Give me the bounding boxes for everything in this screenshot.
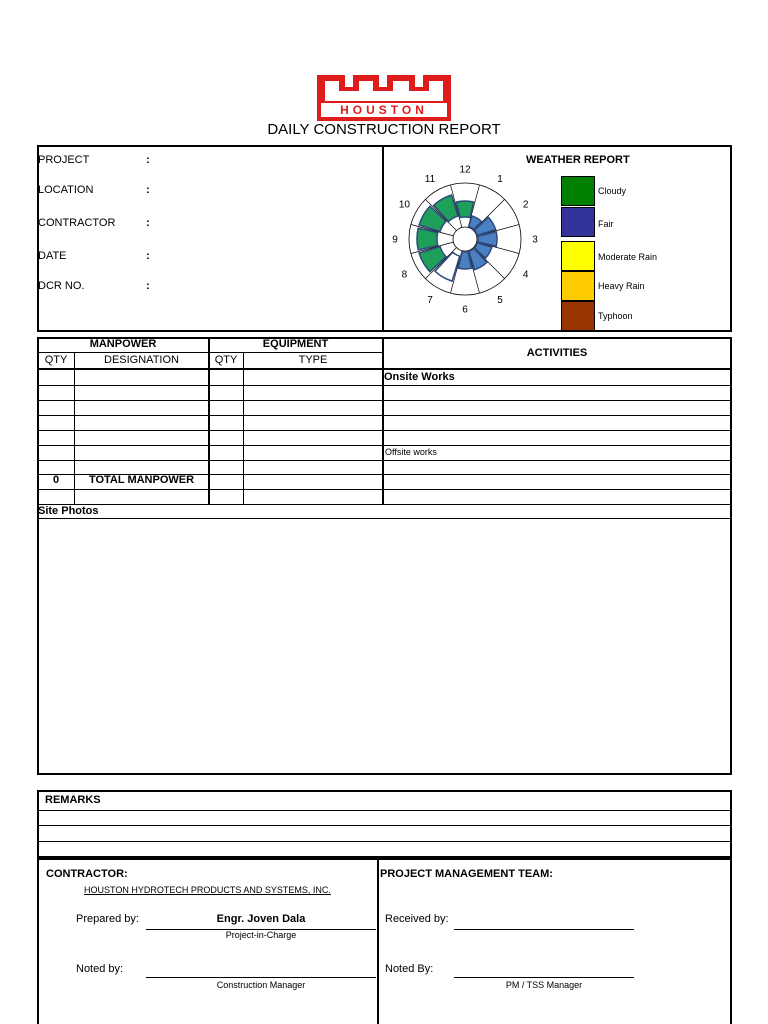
- report-title: DAILY CONSTRUCTION REPORT: [267, 121, 501, 138]
- location-label: LOCATION: [38, 184, 94, 196]
- clock-number: 9: [392, 234, 398, 246]
- remarks-line-2: [38, 825, 731, 826]
- onsite-works-label: Onsite Works: [384, 371, 455, 383]
- clock-number: 3: [532, 234, 538, 246]
- activity-row-line: [384, 400, 731, 401]
- clock-number: 10: [398, 199, 410, 211]
- equipment-title: EQUIPMENT: [262, 338, 329, 350]
- pmt-noted-by-signature-line: [454, 977, 634, 978]
- noted-by-signature-line: [146, 977, 376, 978]
- location-colon: :: [146, 184, 150, 196]
- equipment-col-type: TYPE: [298, 354, 328, 366]
- table-row-line: [38, 445, 383, 446]
- col-divider-equipment-activities: [382, 338, 384, 504]
- clock-number: 12: [459, 164, 471, 176]
- clock-number: 2: [522, 199, 529, 211]
- clock-number: 7: [427, 295, 433, 307]
- activity-row-line: [384, 430, 731, 431]
- legend-swatch-heavy-rain: [561, 271, 595, 301]
- clock-number: 5: [497, 295, 503, 307]
- project-label: PROJECT: [38, 154, 90, 166]
- offsite-works-label: Offsite works: [385, 447, 437, 457]
- manpower-col-designation: DESIGNATION: [104, 354, 179, 366]
- equipment-col-qty: QTY: [214, 354, 238, 366]
- total-manpower-qty: 0: [52, 474, 60, 486]
- pmt-noted-by-label: Noted By:: [385, 963, 434, 975]
- total-manpower-label: TOTAL MANPOWER: [88, 474, 195, 486]
- clock-number: 11: [424, 173, 436, 185]
- weather-title: WEATHER REPORT: [526, 154, 630, 166]
- legend-label-fair: Fair: [598, 219, 614, 229]
- legend-label-heavy-rain: Heavy Rain: [598, 281, 645, 291]
- legend-swatch-fair: [561, 207, 595, 237]
- activity-row-line: [384, 474, 731, 475]
- table-row-line: [38, 400, 383, 401]
- legend-label-moderate-rain: Moderate Rain: [598, 252, 658, 262]
- header-subline: [38, 352, 383, 353]
- col-divider-equipment-qty: [243, 352, 244, 504]
- clock-number: 8: [401, 269, 408, 281]
- table-row-line: [38, 430, 383, 431]
- manpower-col-qty: QTY: [44, 354, 68, 366]
- noted-by-title: Construction Manager: [216, 980, 306, 990]
- site-photos-top-line: [38, 504, 731, 505]
- site-photos-area: [39, 519, 730, 773]
- weather-clock-chart: [388, 156, 553, 316]
- contractor-label: CONTRACTOR: [38, 217, 116, 229]
- clock-segment-hour-12: [457, 201, 474, 218]
- clock-number: 6: [462, 304, 468, 316]
- table-row-line: [38, 385, 383, 386]
- prepared-by-label: Prepared by:: [76, 913, 139, 925]
- remarks-line-1: [38, 810, 731, 811]
- activity-row-line: [384, 415, 731, 416]
- legend-swatch-moderate-rain: [561, 241, 595, 271]
- clock-number: 4: [522, 269, 529, 281]
- prepared-by-name: Engr. Joven Dala: [216, 913, 306, 925]
- contractor-label: CONTRACTOR:: [46, 868, 128, 880]
- activities-title: ACTIVITIES: [526, 347, 588, 359]
- remarks-box: [37, 790, 732, 858]
- remarks-label: REMARKS: [45, 794, 101, 806]
- logo-text: HOUSTON: [340, 103, 428, 117]
- received-by-signature-line: [454, 929, 634, 930]
- legend-label-cloudy: Cloudy: [598, 186, 627, 196]
- clock-inner-ring: [453, 227, 477, 251]
- table-row-line: [38, 460, 383, 461]
- legend-swatch-typhoon: [561, 301, 595, 331]
- remarks-line-3: [38, 841, 731, 842]
- table-row-line: [38, 415, 383, 416]
- clock-number: 1: [497, 173, 503, 185]
- signature-section: [37, 858, 732, 1024]
- date-label: DATE: [38, 250, 67, 262]
- date-colon: :: [146, 250, 150, 262]
- contractor-company-name: HOUSTON HYDROTECH PRODUCTS AND SYSTEMS, INC.: [84, 885, 331, 895]
- clock-segment-hour-9: [417, 228, 438, 250]
- houston-logo: [315, 73, 453, 123]
- contractor-colon: :: [146, 217, 150, 229]
- pmt-label: PROJECT MANAGEMENT TEAM:: [380, 868, 553, 880]
- activity-row-line: [384, 460, 731, 461]
- activity-row-line: [384, 385, 731, 386]
- prepared-by-title: Project-in-Charge: [225, 930, 297, 940]
- activity-row-line: [384, 445, 731, 446]
- project-colon: :: [146, 154, 150, 166]
- site-photos-label: Site Photos: [38, 505, 99, 517]
- received-by-label: Received by:: [385, 913, 449, 925]
- dcr-no-colon: :: [146, 280, 150, 292]
- activity-row-line: [384, 489, 731, 490]
- header-bottom-line: [38, 368, 731, 370]
- signature-divider: [377, 859, 379, 1024]
- table-row-line: [38, 489, 383, 490]
- manpower-title: MANPOWER: [89, 338, 157, 350]
- legend-label-typhoon: Typhoon: [598, 311, 633, 321]
- noted-by-label: Noted by:: [76, 963, 124, 975]
- legend-swatch-cloudy: [561, 176, 595, 206]
- project-info-box: [37, 145, 384, 332]
- dcr-no-label: DCR NO.: [38, 280, 85, 292]
- pmt-noted-by-title: PM / TSS Manager: [505, 980, 583, 990]
